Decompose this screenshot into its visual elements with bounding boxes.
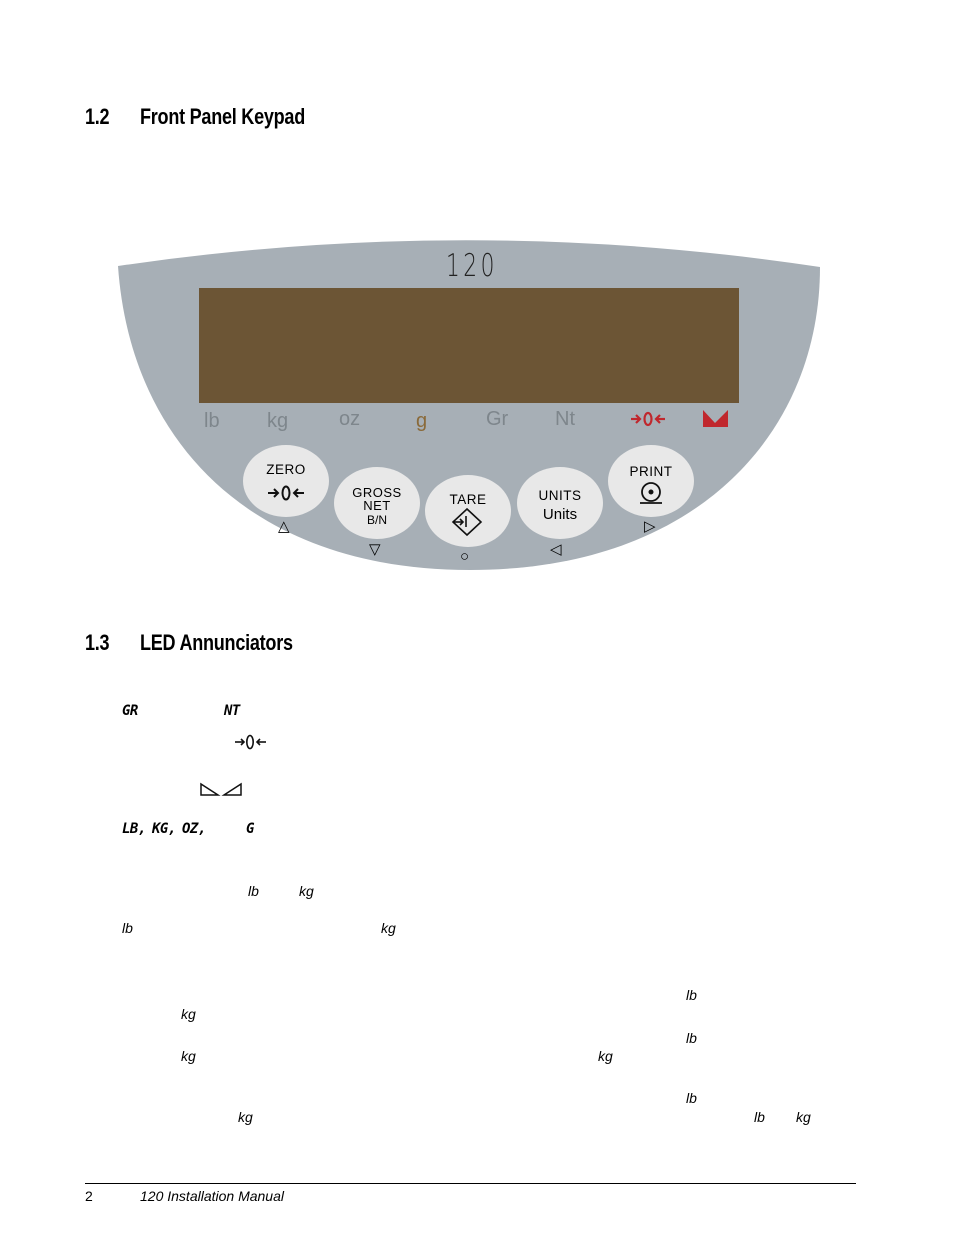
page-number: 2 bbox=[85, 1188, 93, 1204]
gr-segment-label: GR bbox=[122, 703, 138, 719]
unit-lb: lb bbox=[686, 1090, 697, 1106]
section-title-led-annunciators: LED Annunciators bbox=[140, 630, 293, 655]
unit-lb: lb bbox=[248, 883, 259, 899]
annunciator-lb: lb bbox=[204, 410, 220, 432]
gross-key-label: GROSS bbox=[352, 485, 402, 500]
oz-segment-label: OZ, bbox=[182, 821, 206, 837]
unit-kg: kg bbox=[181, 1006, 196, 1022]
display-window bbox=[199, 288, 739, 403]
print-key-label: PRINT bbox=[629, 464, 673, 479]
unit-kg: kg bbox=[796, 1109, 811, 1125]
center-of-zero-icon bbox=[234, 732, 270, 752]
unit-lb: lb bbox=[686, 987, 697, 1003]
section-number-1-2: 1.2 bbox=[85, 104, 110, 129]
unit-kg: kg bbox=[238, 1109, 253, 1125]
unit-kg: kg bbox=[598, 1048, 613, 1064]
unit-kg: kg bbox=[299, 883, 314, 899]
enter-circle-icon: ○ bbox=[460, 548, 470, 565]
net-key-label: NET bbox=[363, 498, 391, 513]
lb-segment-label: LB, bbox=[122, 821, 146, 837]
units-key-label: UNITS bbox=[538, 488, 582, 503]
nt-segment-label: NT bbox=[224, 703, 240, 719]
footer-rule bbox=[85, 1183, 856, 1184]
section-number-1-3: 1.3 bbox=[85, 630, 110, 655]
annunciator-nt: Nt bbox=[555, 408, 575, 430]
annunciator-g: g bbox=[416, 410, 428, 432]
g-segment-label: G bbox=[246, 821, 254, 837]
right-arrow-icon: ▷ bbox=[644, 518, 656, 535]
down-arrow-icon: ▽ bbox=[369, 541, 381, 558]
section-title-front-panel-keypad: Front Panel Keypad bbox=[140, 104, 305, 129]
annunciator-oz: oz bbox=[339, 408, 361, 430]
units-key-sublabel: Units bbox=[542, 506, 578, 523]
unit-lb: lb bbox=[686, 1030, 697, 1046]
unit-kg: kg bbox=[381, 920, 396, 936]
unit-kg: kg bbox=[181, 1048, 196, 1064]
zero-key-label: ZERO bbox=[266, 462, 306, 477]
up-arrow-icon: △ bbox=[278, 518, 290, 535]
kg-segment-label: KG, bbox=[152, 821, 176, 837]
footer-title: 120 Installation Manual bbox=[140, 1188, 284, 1204]
model-number: 120 bbox=[446, 248, 498, 284]
annunciator-gr: Gr bbox=[486, 408, 509, 430]
tare-key-label: TARE bbox=[449, 492, 487, 507]
motion-icon bbox=[200, 782, 246, 798]
units-key[interactable] bbox=[517, 467, 603, 539]
bn-key-label: B/N bbox=[366, 513, 387, 527]
gross-net-key[interactable] bbox=[334, 467, 420, 539]
zero-key[interactable] bbox=[243, 445, 329, 517]
tare-key[interactable] bbox=[425, 475, 511, 547]
annunciator-kg: kg bbox=[267, 410, 289, 432]
print-key[interactable] bbox=[608, 445, 694, 517]
unit-lb: lb bbox=[122, 920, 133, 936]
unit-lb: lb bbox=[754, 1109, 765, 1125]
left-arrow-icon: ◁ bbox=[550, 541, 562, 558]
